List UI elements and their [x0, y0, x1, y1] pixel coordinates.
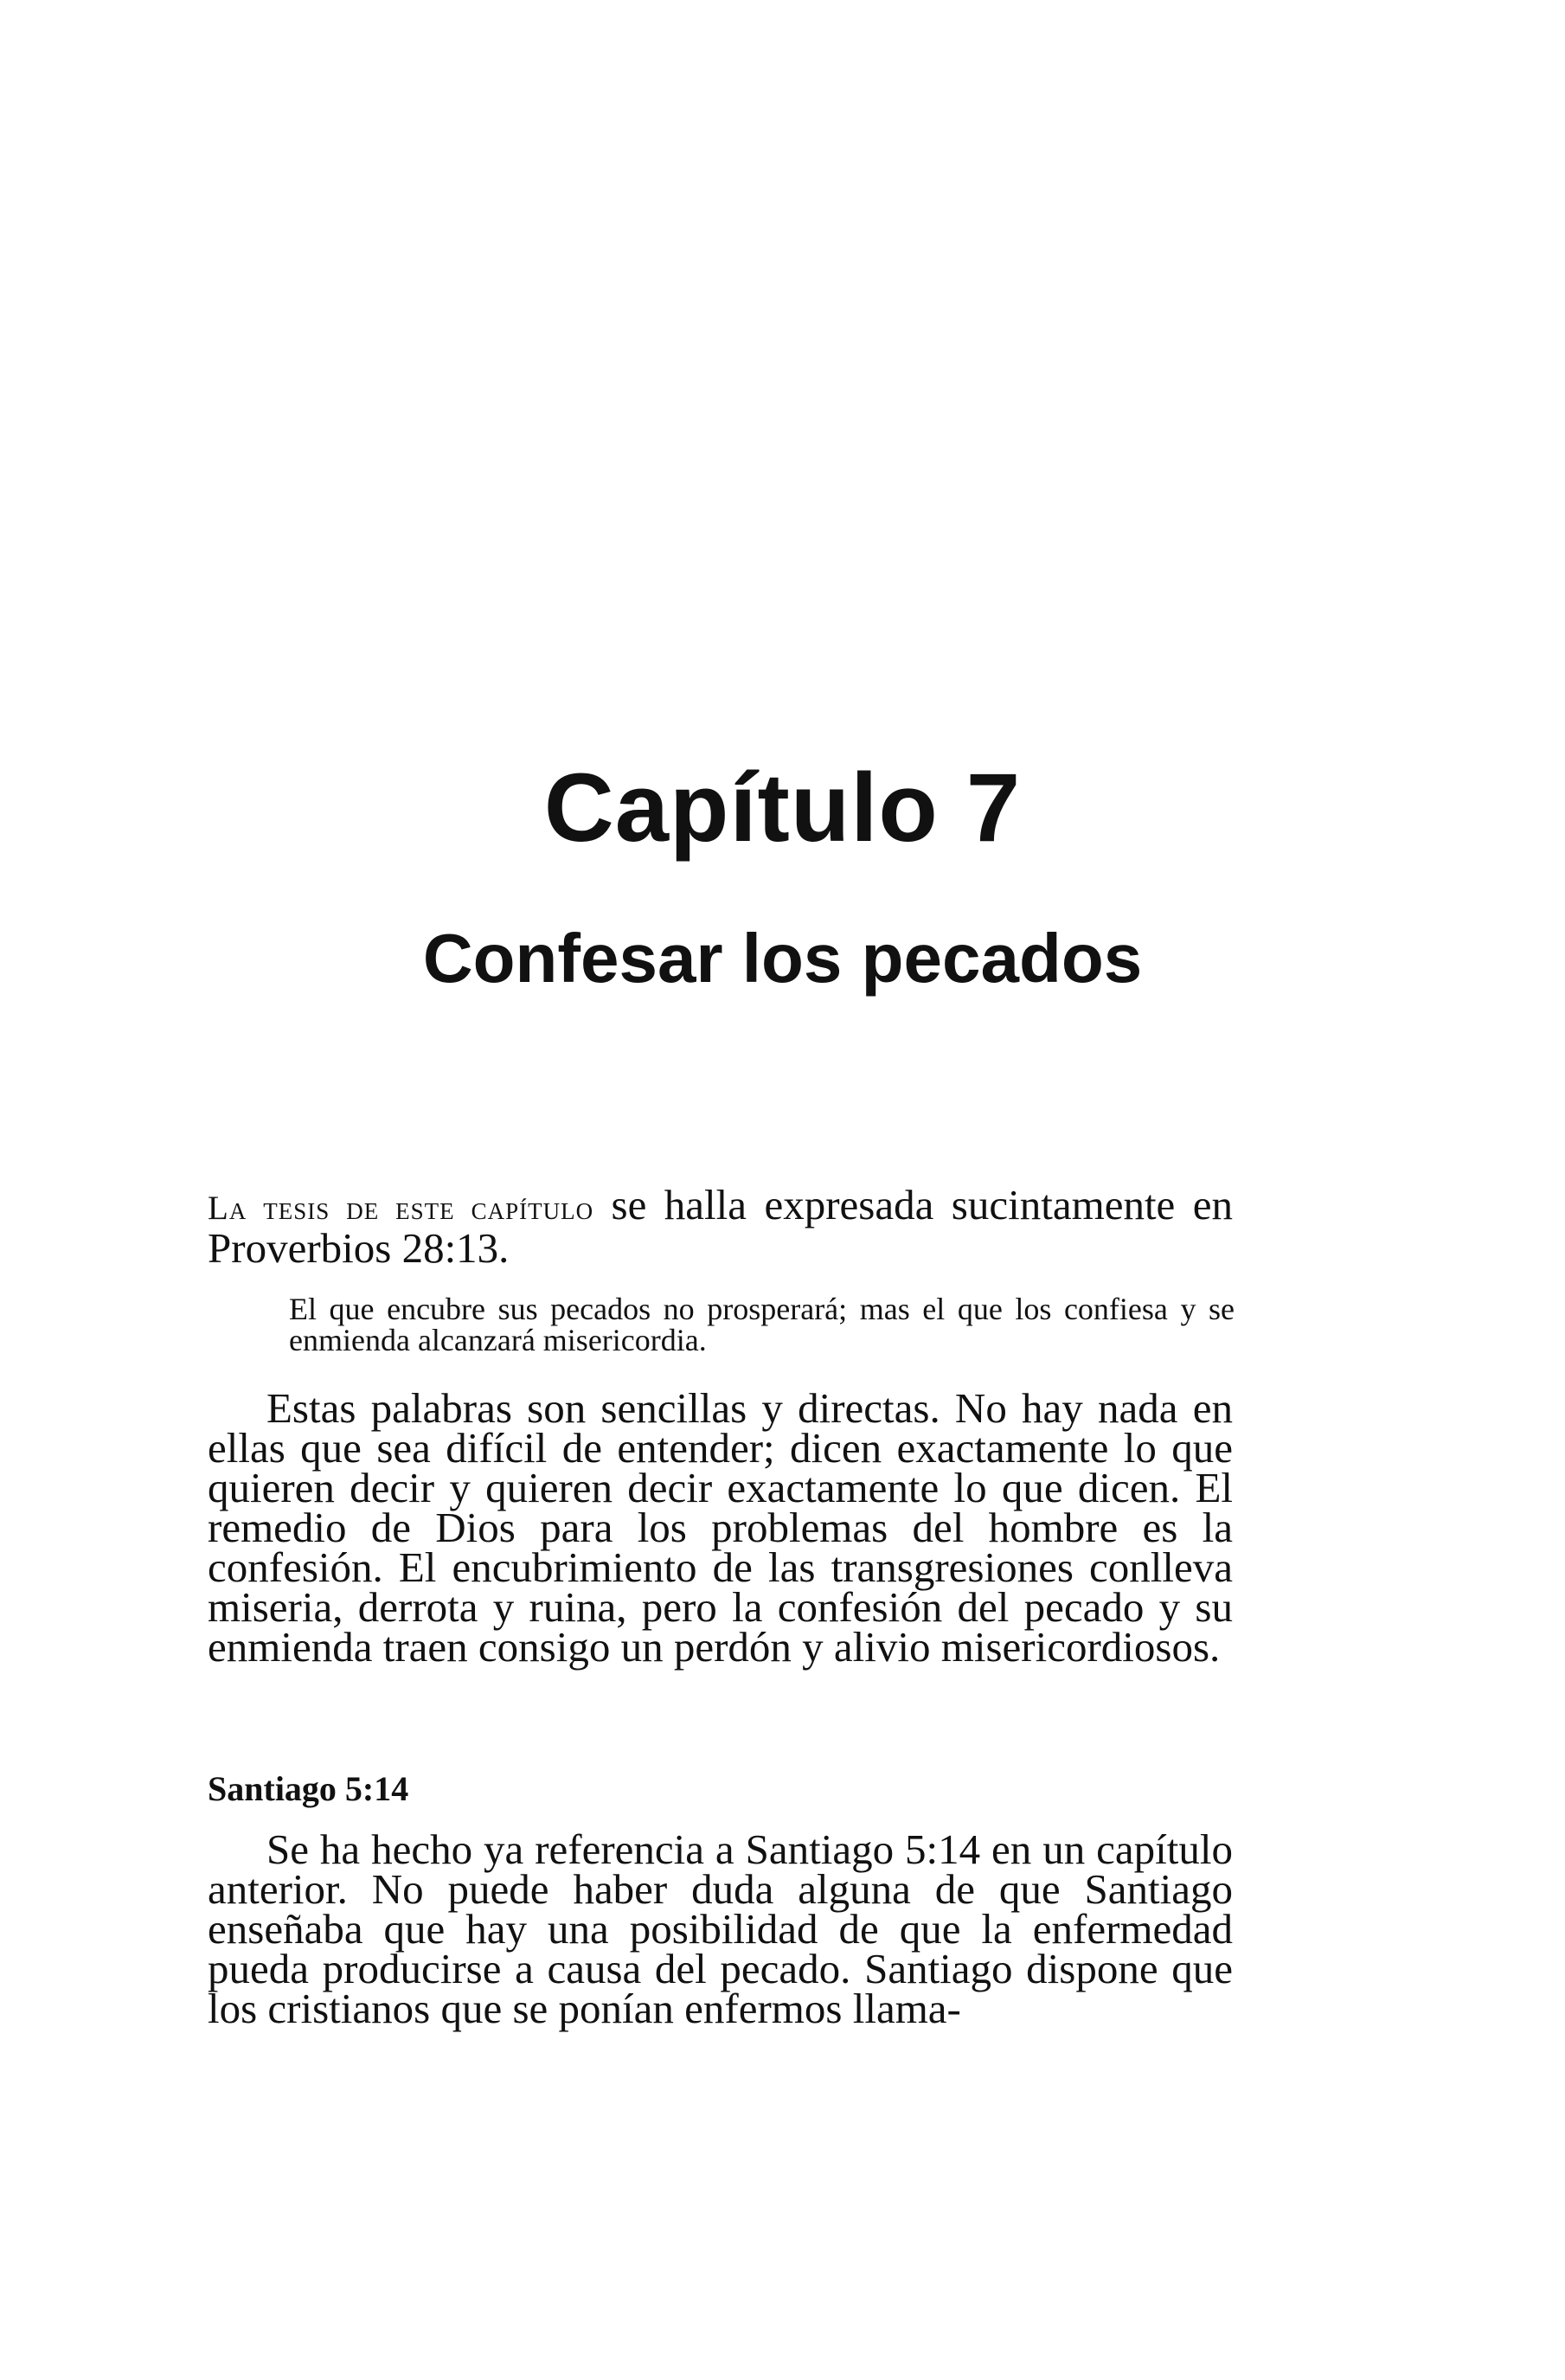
- section-heading: Santiago 5:14: [208, 1769, 409, 1808]
- body-paragraph-1: Estas palabras son sencillas y directas. No hay nada en ellas que sea difícil de entender; dicen exactamente lo que quieren decir y quieren decir exactamente lo que dicen. El remedio de Dios para los problemas del hombre es la confesión. El encubrimiento de las transgresiones conlleva miseria, derrota y ruina, pero la confesión del pecado y su enmienda traen consigo un perdón y alivio misericordiosos.: [208, 1384, 1233, 1671]
- body-paragraph-2: Se ha hecho ya referencia a Santiago 5:14 en un capítulo anterior. No puede haber duda alguna de que Santiago enseñaba que hay una posibilidad de que la enfermedad pueda producirse a causa del pecado. Santiago dispone que los cristianos que se ponían enfermos llama-: [208, 1825, 1233, 2032]
- chapter-title: Confesar los pecados: [422, 920, 1143, 997]
- chapter-number: Capítulo 7: [543, 754, 1022, 862]
- thesis-rest: se halla expresada sucintamente en Proverbios 28:13.: [208, 1181, 1233, 1272]
- thesis-lead: La tesis de este capítulo: [208, 1190, 594, 1227]
- thesis-paragraph: [208, 1181, 1233, 1272]
- scripture-quote: El que encubre sus pecados no prosperará; mas el que los confiesa y se enmienda alcanzará misericordia.: [289, 1292, 1235, 1357]
